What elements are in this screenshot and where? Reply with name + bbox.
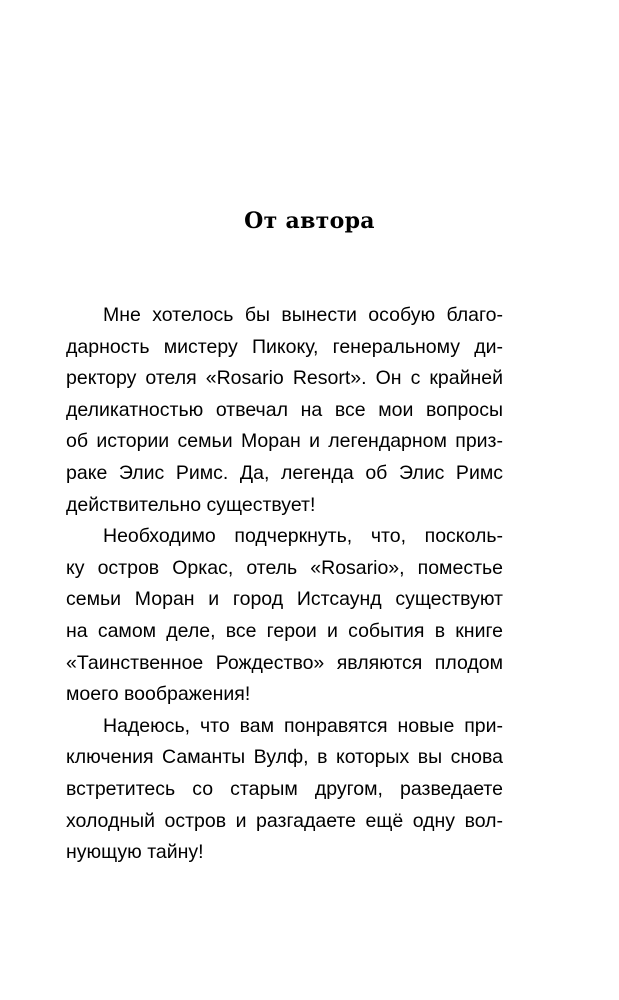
text-line: Мне хотелось бы вынести особую благо-: [103, 304, 503, 326]
text-line: ключения Саманты Вулф, в которых вы снова: [66, 746, 503, 769]
text-line: ректору отеля «Rosario Resort». Он с крайней: [66, 367, 503, 390]
text-line: «Таинственное Рождество» являются плодом: [66, 651, 503, 674]
text-line: действительно существует!: [66, 493, 316, 516]
page-title: От автора: [244, 208, 375, 234]
text-line: нующую тайну!: [66, 841, 204, 864]
text-line: на самом деле, все герои и события в книге: [66, 619, 503, 642]
paragraph-1: [66, 300, 503, 521]
paragraph-3: [66, 711, 503, 869]
text-line: семьи Моран и город Истсаунд существуют: [66, 588, 503, 611]
text-line: дарность мистеру Пикоку, генеральному ди-: [66, 335, 503, 358]
text-line: раке Элис Римс. Да, легенда об Элис Римс: [66, 461, 503, 484]
text-line: деликатностью отвечал на все мои вопросы: [66, 398, 503, 421]
text-line: Необходимо подчеркнуть, что, посколь-: [103, 525, 503, 548]
text-line: ку остров Оркас, отель «Rosario», поместье: [66, 556, 503, 579]
paragraph-2: [66, 521, 503, 711]
text-line: Надеюсь, что вам понравятся новые при-: [103, 714, 503, 737]
text-line: об истории семьи Моран и легендарном приз-: [66, 430, 503, 453]
text-line: холодный остров и разгадаете ещё одну вол-: [66, 809, 503, 832]
body-text: [66, 300, 503, 869]
text-line: встретитесь со старым другом, разведаете: [66, 777, 503, 800]
text-line: моего воображения!: [66, 683, 251, 706]
